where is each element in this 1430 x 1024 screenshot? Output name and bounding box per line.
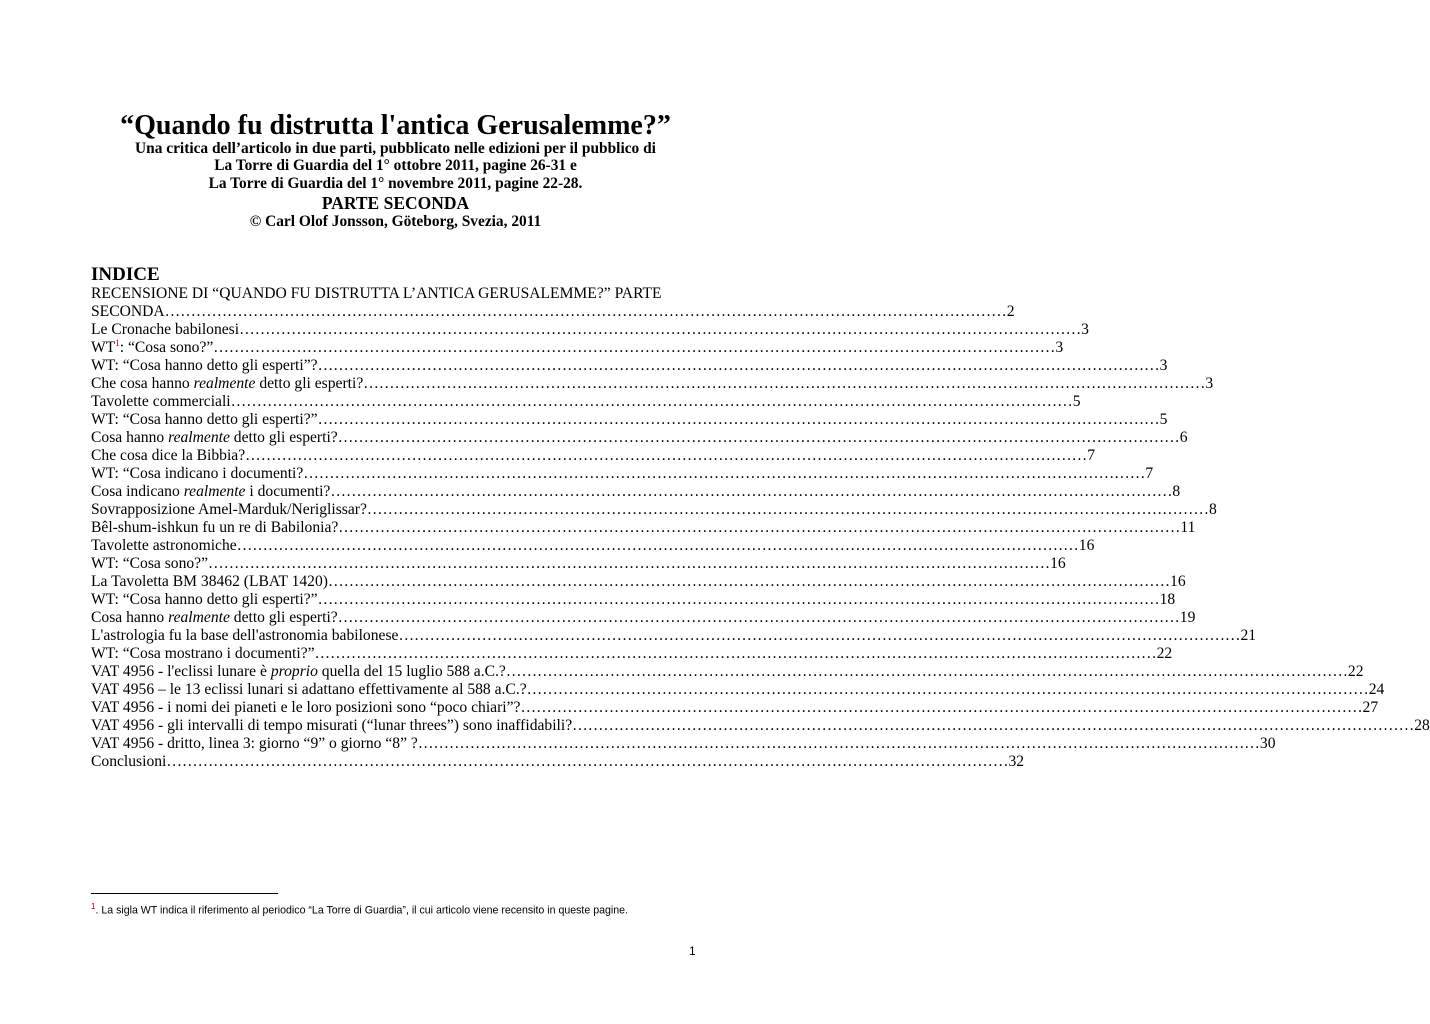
page-number: 1 xyxy=(689,944,696,958)
toc-entry[interactable] xyxy=(91,337,1064,357)
toc-entry-page: 11 xyxy=(1180,519,1196,536)
toc-entry-label: Che cosa dice la Bibbia? xyxy=(91,447,246,464)
toc-entry-label: WT: “Cosa mostrano i documenti?” xyxy=(91,645,315,662)
toc-entry-line[interactable]: RECENSIONE DI “QUANDO FU DISTRUTTA L’ANTICA GERUSALEMME?” PARTE xyxy=(91,285,662,302)
index-heading: INDICE xyxy=(91,264,160,285)
toc-entry[interactable] xyxy=(91,303,1015,321)
toc-entry-page: 5 xyxy=(1159,411,1168,428)
toc-entry-label: VAT 4956 - gli intervalli di tempo misurati (“lunar threes”) sono inaffidabili? xyxy=(91,717,573,734)
toc-entry-page: 3 xyxy=(1159,357,1168,374)
toc-leader-dots xyxy=(506,663,1348,681)
subtitle-line-2: La Torre di Guardia del 1° ottobre 2011, pagine 26-31 e xyxy=(214,157,577,174)
toc-entry[interactable] xyxy=(91,375,1214,393)
toc-entry-label: Conclusioni xyxy=(91,753,167,770)
toc-entry-page: 22 xyxy=(1156,645,1173,662)
toc-leader-dots xyxy=(303,465,1145,483)
toc-entry-page: 18 xyxy=(1159,591,1176,608)
toc-entry[interactable] xyxy=(91,681,1385,699)
toc-leader-dots xyxy=(527,681,1369,699)
toc-entries-list xyxy=(91,321,1430,771)
toc-entry-label: Tavolette astronomiche xyxy=(91,537,237,554)
toc-leader-dots xyxy=(231,393,1073,411)
toc-leader-dots xyxy=(398,627,1240,645)
toc-entry-label: WT: “Cosa hanno detto gli esperti?” xyxy=(91,411,318,428)
toc-entry[interactable] xyxy=(91,483,1181,501)
toc-leader-dots xyxy=(367,501,1209,519)
footnote-text: . La sigla WT indica il riferimento al periodico “La Torre di Guardia”, il cui articolo viene recensito in queste pagine. xyxy=(95,904,628,917)
toc-entry-page: 21 xyxy=(1240,627,1257,644)
toc-entry-page: 3 xyxy=(1205,375,1214,392)
toc-entry-page: 28 xyxy=(1414,717,1430,734)
toc-entry-label: VAT 4956 - i nomi dei pianeti e le loro posizioni sono “poco chiari”? xyxy=(91,699,521,716)
toc-entry-label: Tavolette commerciali xyxy=(91,393,231,410)
toc-entry[interactable] xyxy=(91,393,1081,411)
toc-leader-dots xyxy=(418,735,1260,753)
toc-entry-page: 5 xyxy=(1072,393,1081,410)
toc-entry-label: Cosa hanno realmente detto gli esperti? xyxy=(91,429,338,446)
toc-leader-dots xyxy=(318,591,1160,609)
toc-entry[interactable] xyxy=(91,465,1154,483)
toc-entry-label: WT: “Cosa hanno detto gli esperti?” xyxy=(91,591,318,608)
toc-entry-page: 7 xyxy=(1087,447,1096,464)
toc-entry-page: 27 xyxy=(1362,699,1379,716)
toc-entry[interactable] xyxy=(91,735,1276,753)
toc-leader-dots xyxy=(572,717,1414,735)
toc-leader-dots xyxy=(328,573,1170,591)
toc-leader-dots xyxy=(165,303,1007,321)
toc-leader-dots xyxy=(338,519,1180,537)
toc-entry-page: 8 xyxy=(1172,483,1181,500)
toc-leader-dots xyxy=(237,537,1079,555)
footnote-separator xyxy=(91,893,278,894)
toc-entry[interactable] xyxy=(91,321,1089,339)
toc-entry[interactable] xyxy=(91,447,1096,465)
toc-entry-page: 3 xyxy=(1081,321,1089,338)
toc-entry[interactable] xyxy=(91,591,1176,609)
subtitle-line-1: Una critica dell’articolo in due parti, pubblicato nelle edizioni per il pubblico di xyxy=(135,140,656,157)
toc-entry-label: SECONDA xyxy=(91,303,165,320)
toc-leader-dots xyxy=(315,645,1157,663)
toc-entry-label: VAT 4956 - dritto, linea 3: giorno “9” o giorno “8” ? xyxy=(91,735,418,752)
toc-leader-dots xyxy=(330,483,1172,501)
toc-leader-dots xyxy=(318,411,1160,429)
footnote-reference[interactable]: 1 xyxy=(115,337,120,348)
footnote-marker: 1 xyxy=(91,902,96,911)
toc-leader-dots xyxy=(245,447,1087,465)
toc-entry[interactable] xyxy=(91,357,1168,375)
toc-entry-page: 32 xyxy=(1008,753,1025,770)
toc-entry-label: WT$^1$: “Cosa sono?” xyxy=(91,337,214,356)
toc-entry-page: 8 xyxy=(1208,501,1217,518)
part-heading: PARTE SECONDA xyxy=(321,193,470,213)
toc-leader-dots xyxy=(318,357,1160,375)
toc-entry-page: 19 xyxy=(1179,609,1196,626)
toc-entry[interactable] xyxy=(91,699,1379,717)
toc-entry-label: VAT 4956 – le 13 eclissi lunari si adattano effettivamente al 588 a.C.? xyxy=(91,681,527,698)
toc-entry-label: L'astrologia fu la base dell'astronomia babilonese xyxy=(91,627,399,644)
toc-entry-label: Cosa indicano realmente i documenti? xyxy=(91,483,331,500)
toc-leader-dots xyxy=(208,555,1050,573)
toc-entry[interactable] xyxy=(91,717,1430,735)
toc-entry-label: Sovrapposizione Amel-Marduk/Neriglissar? xyxy=(91,501,367,518)
toc-entry-page: 6 xyxy=(1179,429,1188,446)
toc-entry[interactable] xyxy=(91,753,1025,771)
toc-entry[interactable] xyxy=(91,519,1196,537)
toc-leader-dots xyxy=(338,429,1180,447)
toc-leader-dots xyxy=(239,321,1081,339)
toc-entry[interactable] xyxy=(91,645,1173,663)
footnote xyxy=(91,900,711,918)
toc-leader-dots xyxy=(520,699,1362,717)
toc-entry-label: WT: “Cosa hanno detto gli esperti”? xyxy=(91,357,318,374)
toc-entry-label: Cosa hanno realmente detto gli esperti? xyxy=(91,609,338,626)
subtitle-line-3: La Torre di Guardia del 1° novembre 2011, pagine 22-28. xyxy=(208,175,583,192)
toc-entry[interactable] xyxy=(91,537,1095,555)
copyright-line: © Carl Olof Jonsson, Göteborg, Svezia, 2011 xyxy=(249,213,542,230)
toc-entry[interactable] xyxy=(91,411,1168,429)
toc-entry[interactable] xyxy=(91,627,1257,645)
toc-leader-dots xyxy=(166,753,1008,771)
toc-entry-label: La Tavoletta BM 38462 (LBAT 1420) xyxy=(91,573,328,590)
document-title: “Quando fu distrutta l'antica Gerusalemme?” xyxy=(120,110,671,141)
toc-entry-page: 30 xyxy=(1259,735,1276,752)
toc-entry-label: Le Cronache babilonesi xyxy=(91,321,240,338)
toc-entry[interactable] xyxy=(91,501,1217,519)
toc-entry-page: 16 xyxy=(1050,555,1066,572)
toc-entry[interactable] xyxy=(91,555,1066,573)
toc-entry[interactable] xyxy=(91,573,1186,591)
toc-entry-page: 24 xyxy=(1368,681,1385,698)
toc-leader-dots xyxy=(213,339,1055,357)
toc-entry-label: VAT 4956 - l'eclissi lunare è proprio quella del 15 luglio 588 a.C.? xyxy=(91,663,506,680)
toc-entry-page: 3 xyxy=(1055,339,1064,356)
toc-entry-label: Che cosa hanno realmente detto gli esperti? xyxy=(91,375,364,392)
toc-entry-page: 7 xyxy=(1145,465,1154,482)
toc-entry-page: 16 xyxy=(1170,573,1186,590)
toc-leader-dots xyxy=(338,609,1180,627)
toc-entry-label: Bêl-shum-ishkun fu un re di Babilonia? xyxy=(91,519,339,536)
toc-entry[interactable] xyxy=(91,429,1188,447)
toc-entry-page: 16 xyxy=(1078,537,1095,554)
table-of-contents xyxy=(91,285,1430,771)
toc-entry-label: WT: “Cosa indicano i documenti? xyxy=(91,465,304,482)
toc-entry[interactable] xyxy=(91,609,1196,627)
toc-entry-page: 2 xyxy=(1006,303,1015,320)
toc-leader-dots xyxy=(363,375,1205,393)
toc-entry-page: 22 xyxy=(1347,663,1364,680)
toc-entry-label: WT: “Cosa sono?” xyxy=(91,555,209,572)
toc-entry[interactable] xyxy=(91,663,1364,681)
